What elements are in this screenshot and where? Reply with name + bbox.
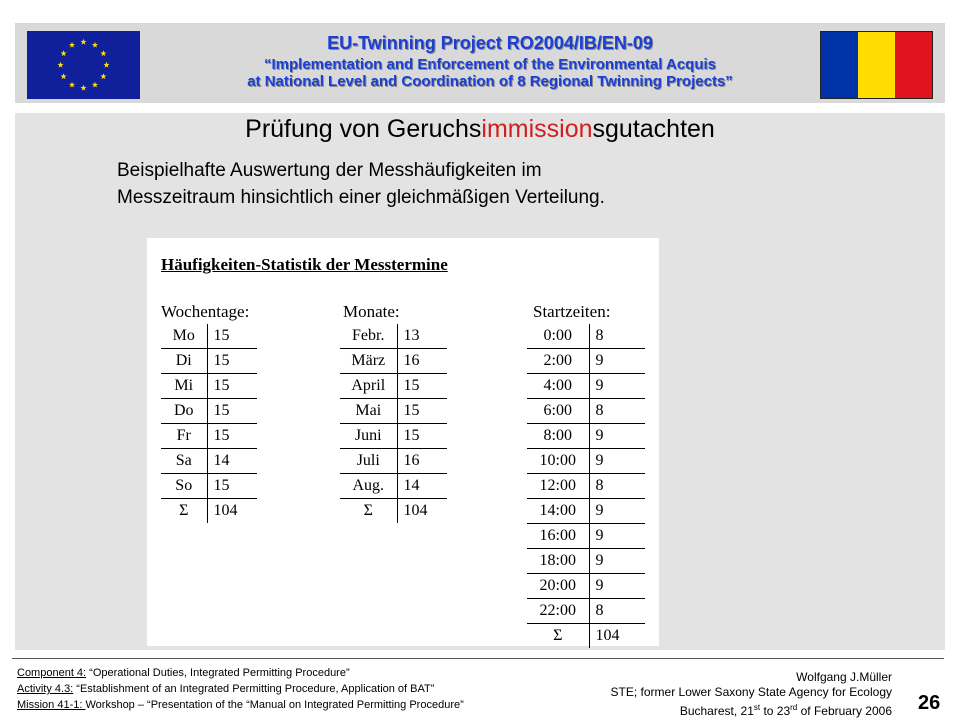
eu-star-icon [80, 39, 86, 45]
starttimes-row [527, 599, 645, 624]
component-text: “Operational Duties, Integrated Permitting Procedure” [86, 667, 350, 679]
weekdays-label-cell: Sa [161, 449, 207, 474]
footer-place-date [611, 700, 892, 719]
statistics-title: Häufigkeiten-Statistik der Messtermine [161, 255, 448, 274]
component-label: Component 4: [17, 667, 87, 679]
starttimes-count-cell: 9 [589, 449, 645, 474]
starttimes-row [527, 374, 645, 399]
starttimes-table [527, 324, 645, 648]
starttimes-label-cell: 16:00 [527, 524, 589, 549]
starttimes-row [527, 449, 645, 474]
date-sup2: rd [790, 703, 798, 712]
weekdays-row [161, 399, 257, 424]
weekdays-row [161, 324, 257, 349]
weekdays-count-cell: 104 [207, 499, 257, 524]
months-count-cell: 16 [397, 449, 447, 474]
starttimes-row [527, 499, 645, 524]
months-row [340, 374, 447, 399]
months-row [340, 324, 447, 349]
footer-project-info [17, 665, 464, 713]
months-count-cell: 13 [397, 324, 447, 349]
starttimes-label-cell: 6:00 [527, 399, 589, 424]
weekdays-row [161, 374, 257, 399]
ro-flag-stripe-yellow [858, 32, 895, 98]
weekdays-row [161, 499, 257, 524]
starttimes-count-cell: 9 [589, 574, 645, 599]
months-label-cell: April [340, 374, 397, 399]
eu-star-icon [61, 73, 67, 79]
weekdays-label-cell: Mi [161, 374, 207, 399]
starttimes-row [527, 349, 645, 374]
eu-star-icon [57, 62, 63, 68]
footer-agency: STE; former Lower Saxony State Agency for Ecology [610, 685, 892, 699]
weekdays-count-cell: 15 [207, 374, 257, 399]
months-label-cell: März [340, 349, 397, 374]
starttimes-row [527, 474, 645, 499]
mission-text: Workshop – “Presentation of the “Manual on Integrated Permitting Procedure” [85, 699, 464, 711]
weekdays-count-cell: 15 [207, 399, 257, 424]
weekdays-row [161, 349, 257, 374]
weekdays-heading: Wochentage: [161, 302, 250, 321]
weekdays-count-cell: 15 [207, 474, 257, 499]
weekdays-count-cell: 15 [207, 324, 257, 349]
weekdays-label-cell: Mo [161, 324, 207, 349]
eu-star-icon [92, 42, 98, 48]
weekdays-row [161, 449, 257, 474]
starttimes-label-cell: 8:00 [527, 424, 589, 449]
starttimes-label-cell: 22:00 [527, 599, 589, 624]
slide-title [0, 115, 960, 144]
starttimes-row [527, 324, 645, 349]
title-highlight: immission [481, 115, 593, 143]
starttimes-count-cell: 9 [589, 349, 645, 374]
date-part-b: to 23 [760, 704, 791, 718]
subtitle-line2: Messzeitraum hinsichtlich einer gleichmäßigen Verteilung. [117, 187, 605, 208]
starttimes-row [527, 424, 645, 449]
weekdays-count-cell: 15 [207, 349, 257, 374]
weekdays-label-cell: Do [161, 399, 207, 424]
starttimes-count-cell: 9 [589, 499, 645, 524]
months-label-cell: Aug. [340, 474, 397, 499]
footer-author-info [611, 670, 892, 719]
starttimes-label-cell: 2:00 [527, 349, 589, 374]
months-count-cell: 104 [397, 499, 447, 524]
footer-mission-line [17, 697, 464, 713]
footer-divider [12, 658, 944, 659]
ro-flag-stripe-red [895, 32, 932, 98]
starttimes-count-cell: 9 [589, 374, 645, 399]
starttimes-row [527, 624, 645, 649]
subtitle-line1: Beispielhafte Auswertung der Messhäufigkeiten im [117, 160, 542, 181]
months-label-cell: Mai [340, 399, 397, 424]
months-row [340, 349, 447, 374]
starttimes-label-cell: 12:00 [527, 474, 589, 499]
months-row [340, 474, 447, 499]
months-count-cell: 16 [397, 349, 447, 374]
title-part3: sgutachten [592, 115, 715, 143]
months-heading: Monate: [343, 302, 400, 321]
activity-label: Activity 4.3: [17, 683, 74, 695]
starttimes-count-cell: 8 [589, 324, 645, 349]
starttimes-label-cell: 4:00 [527, 374, 589, 399]
date-part-a: Bucharest, 21 [679, 704, 754, 718]
starttimes-row [527, 399, 645, 424]
weekdays-label-cell: So [161, 474, 207, 499]
starttimes-label-cell: Σ [553, 627, 563, 644]
eu-star-icon [61, 50, 67, 56]
weekdays-count-cell: 14 [207, 449, 257, 474]
footer-author: Wolfgang J.Müller [796, 670, 892, 684]
eu-star-icon [92, 82, 98, 88]
mission-label: Mission 41-1: [17, 699, 86, 711]
ro-flag-stripe-blue [821, 32, 858, 98]
slide-subtitle [117, 157, 837, 211]
romania-flag-icon [820, 31, 933, 99]
eu-star-icon [100, 50, 106, 56]
eu-star-icon [103, 62, 109, 68]
starttimes-count-cell: 8 [589, 599, 645, 624]
months-table [340, 324, 447, 523]
starttimes-row [527, 524, 645, 549]
months-count-cell: 15 [397, 399, 447, 424]
page-number: 26 [918, 692, 941, 714]
starttimes-count-cell: 9 [589, 424, 645, 449]
date-sup1: st [753, 703, 761, 712]
eu-star-icon [69, 82, 75, 88]
title-part1: Prüfung von Geruchs [245, 115, 482, 143]
months-row [340, 449, 447, 474]
footer-component-line [17, 665, 464, 681]
months-row [340, 424, 447, 449]
activity-text: “Establishment of an Integrated Permitting Procedure, Application of BAT” [73, 683, 435, 695]
eu-star-icon [69, 42, 75, 48]
starttimes-count-cell: 8 [589, 474, 645, 499]
starttimes-row [527, 574, 645, 599]
months-label-cell: Juni [340, 424, 397, 449]
weekdays-count-cell: 15 [207, 424, 257, 449]
weekdays-table [161, 324, 257, 523]
weekdays-label-cell: Σ [179, 502, 189, 519]
eu-flag-icon [27, 31, 140, 99]
starttimes-label-cell: 14:00 [527, 499, 589, 524]
date-part-c: of February 2006 [797, 704, 892, 718]
weekdays-label-cell: Fr [161, 424, 207, 449]
project-subtitle-line2: at National Level and Coordination of 8 Regional Twinning Projects” [247, 73, 733, 90]
starttimes-row [527, 549, 645, 574]
eu-star-icon [100, 73, 106, 79]
project-subtitle-line1: “Implementation and Enforcement of the Environmental Acquis [264, 56, 716, 73]
footer-activity-line [17, 681, 464, 697]
starttimes-count-cell: 8 [589, 399, 645, 424]
months-count-cell: 14 [397, 474, 447, 499]
months-label-cell: Juli [340, 449, 397, 474]
starttimes-label-cell: 10:00 [527, 449, 589, 474]
starttimes-count-cell: 104 [589, 624, 645, 649]
eu-star-icon [80, 85, 86, 91]
months-row [340, 399, 447, 424]
months-label-cell: Σ [363, 502, 373, 519]
starttimes-heading: Startzeiten: [533, 302, 611, 321]
months-count-cell: 15 [397, 424, 447, 449]
project-title: EU-Twinning Project RO2004/IB/EN-09 [327, 33, 653, 53]
starttimes-label-cell: 20:00 [527, 574, 589, 599]
starttimes-count-cell: 9 [589, 524, 645, 549]
months-label-cell: Febr. [340, 324, 397, 349]
weekdays-label-cell: Di [161, 349, 207, 374]
starttimes-count-cell: 9 [589, 549, 645, 574]
weekdays-row [161, 474, 257, 499]
months-row [340, 499, 447, 524]
weekdays-row [161, 424, 257, 449]
months-count-cell: 15 [397, 374, 447, 399]
frequency-statistics-image [147, 238, 659, 646]
starttimes-label-cell: 18:00 [527, 549, 589, 574]
starttimes-label-cell: 0:00 [527, 324, 589, 349]
